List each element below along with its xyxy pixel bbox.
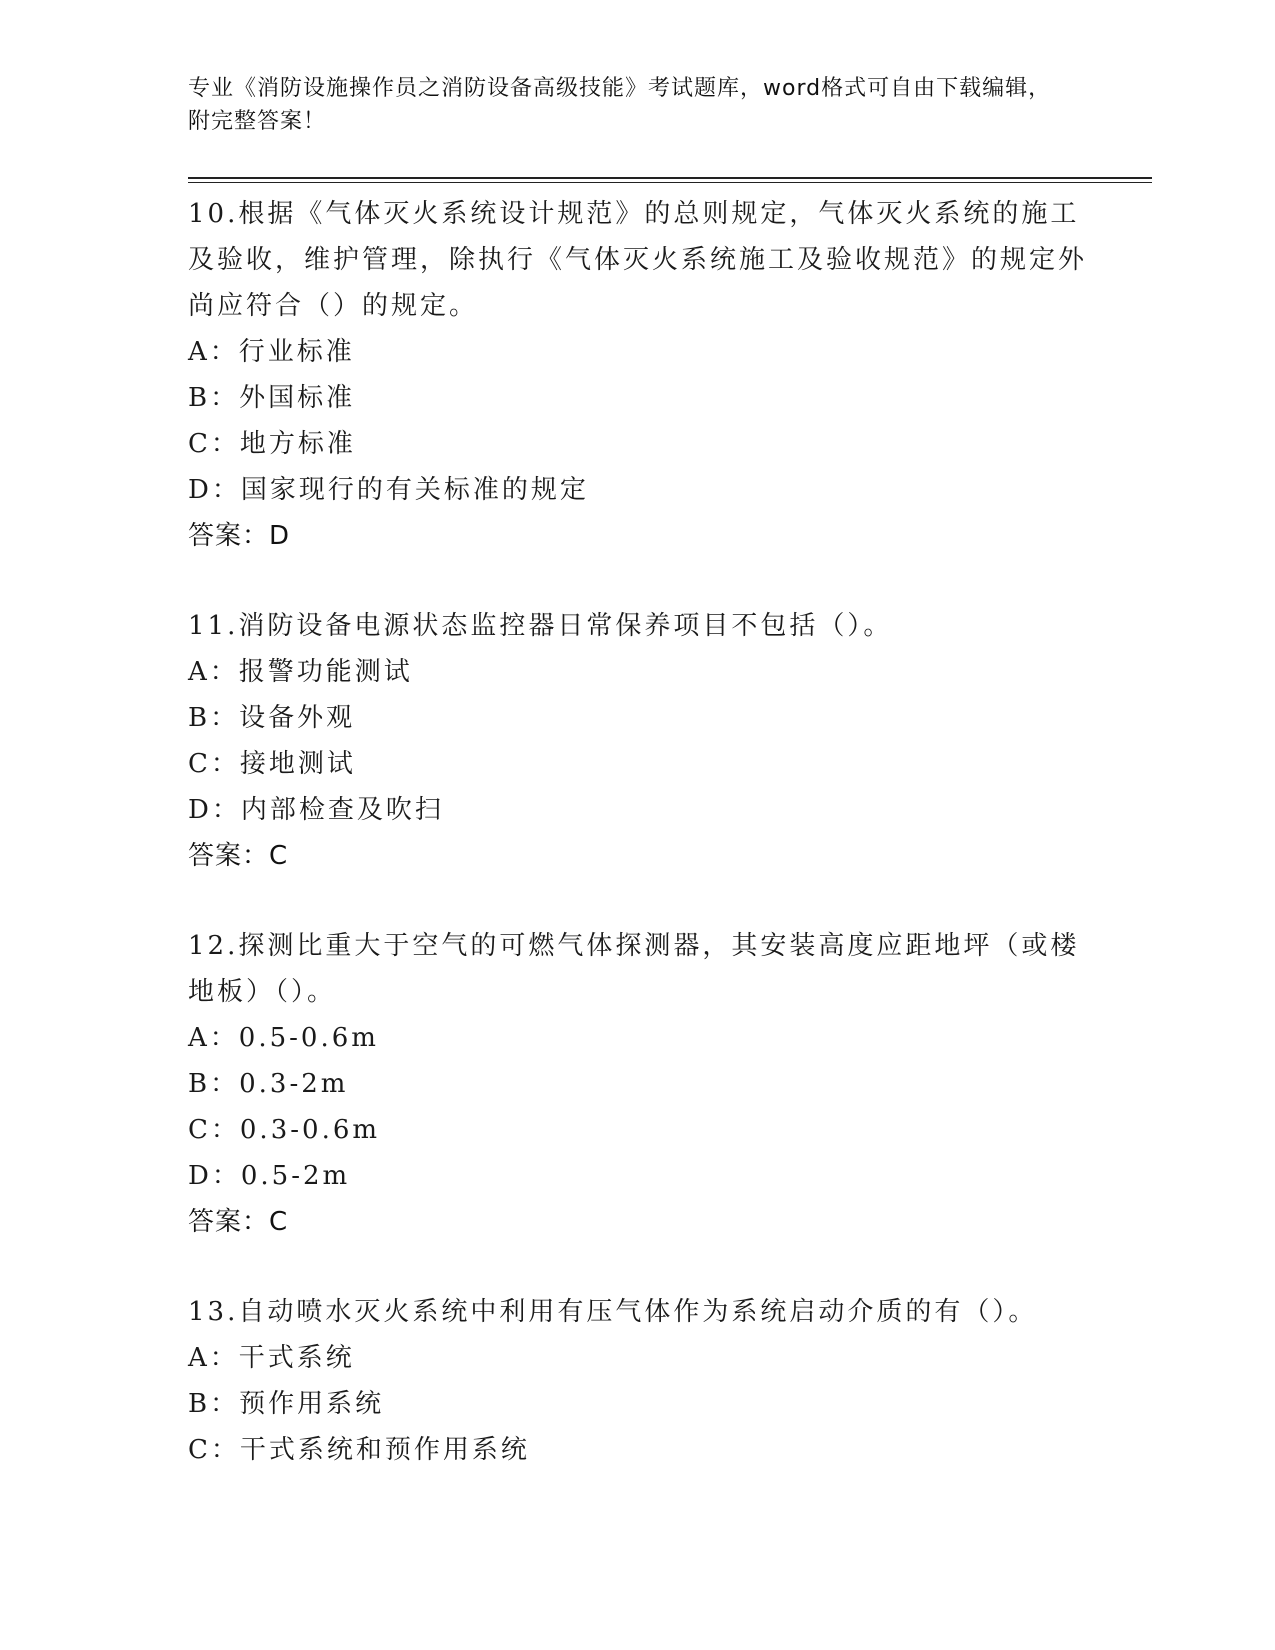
question-stem: 11.消防设备电源状态监控器日常保养项目不包括（）。: [188, 611, 893, 641]
option-c: C：接地测试: [188, 749, 356, 779]
question-stem: 12.探测比重大于空气的可燃气体探测器，其安装高度应距地坪（或楼地板）（）。: [188, 931, 1080, 1007]
answer-line: 答案：D: [188, 521, 291, 551]
option-c: C：地方标准: [188, 429, 356, 459]
question-list: [188, 191, 1088, 1517]
option-a: A：0.5-0.6m: [188, 1023, 379, 1053]
option-d: D：国家现行的有关标准的规定: [188, 475, 589, 505]
header-rule-thin: [188, 182, 1152, 183]
question-stem: 13.自动喷水灭火系统中利用有压气体作为系统启动介质的有（）。: [188, 1297, 1038, 1327]
question-stem: 10.根据《气体灭火系统设计规范》的总则规定，气体灭火系统的施工及验收，维护管理，除执行《气体灭火系统施工及验收规范》的规定外尚应符合（）的规定。: [188, 199, 1088, 321]
option-a: A：干式系统: [188, 1343, 355, 1373]
answer-line: 答案：C: [188, 841, 289, 871]
option-b: B：0.3-2m: [188, 1069, 349, 1099]
document-header: 专业《消防设施操作员之消防设备高级技能》考试题库，word格式可自由下载编辑，附完整答案！: [188, 76, 1052, 134]
option-a: A：行业标准: [188, 337, 355, 367]
question-12: [188, 923, 1088, 1245]
option-b: B：外国标准: [188, 383, 356, 413]
option-b: B：预作用系统: [188, 1389, 385, 1419]
question-11: [188, 603, 1088, 879]
question-13: [188, 1289, 1088, 1473]
header-rule-thick: [188, 177, 1152, 179]
answer-line: 答案：C: [188, 1207, 289, 1237]
option-d: D：内部检查及吹扫: [188, 795, 444, 825]
option-c: C：0.3-0.6m: [188, 1115, 381, 1145]
option-d: D：0.5-2m: [188, 1161, 351, 1191]
question-10: [188, 191, 1088, 559]
option-b: B：设备外观: [188, 703, 356, 733]
option-c: C：干式系统和预作用系统: [188, 1435, 530, 1465]
option-a: A：报警功能测试: [188, 657, 413, 687]
